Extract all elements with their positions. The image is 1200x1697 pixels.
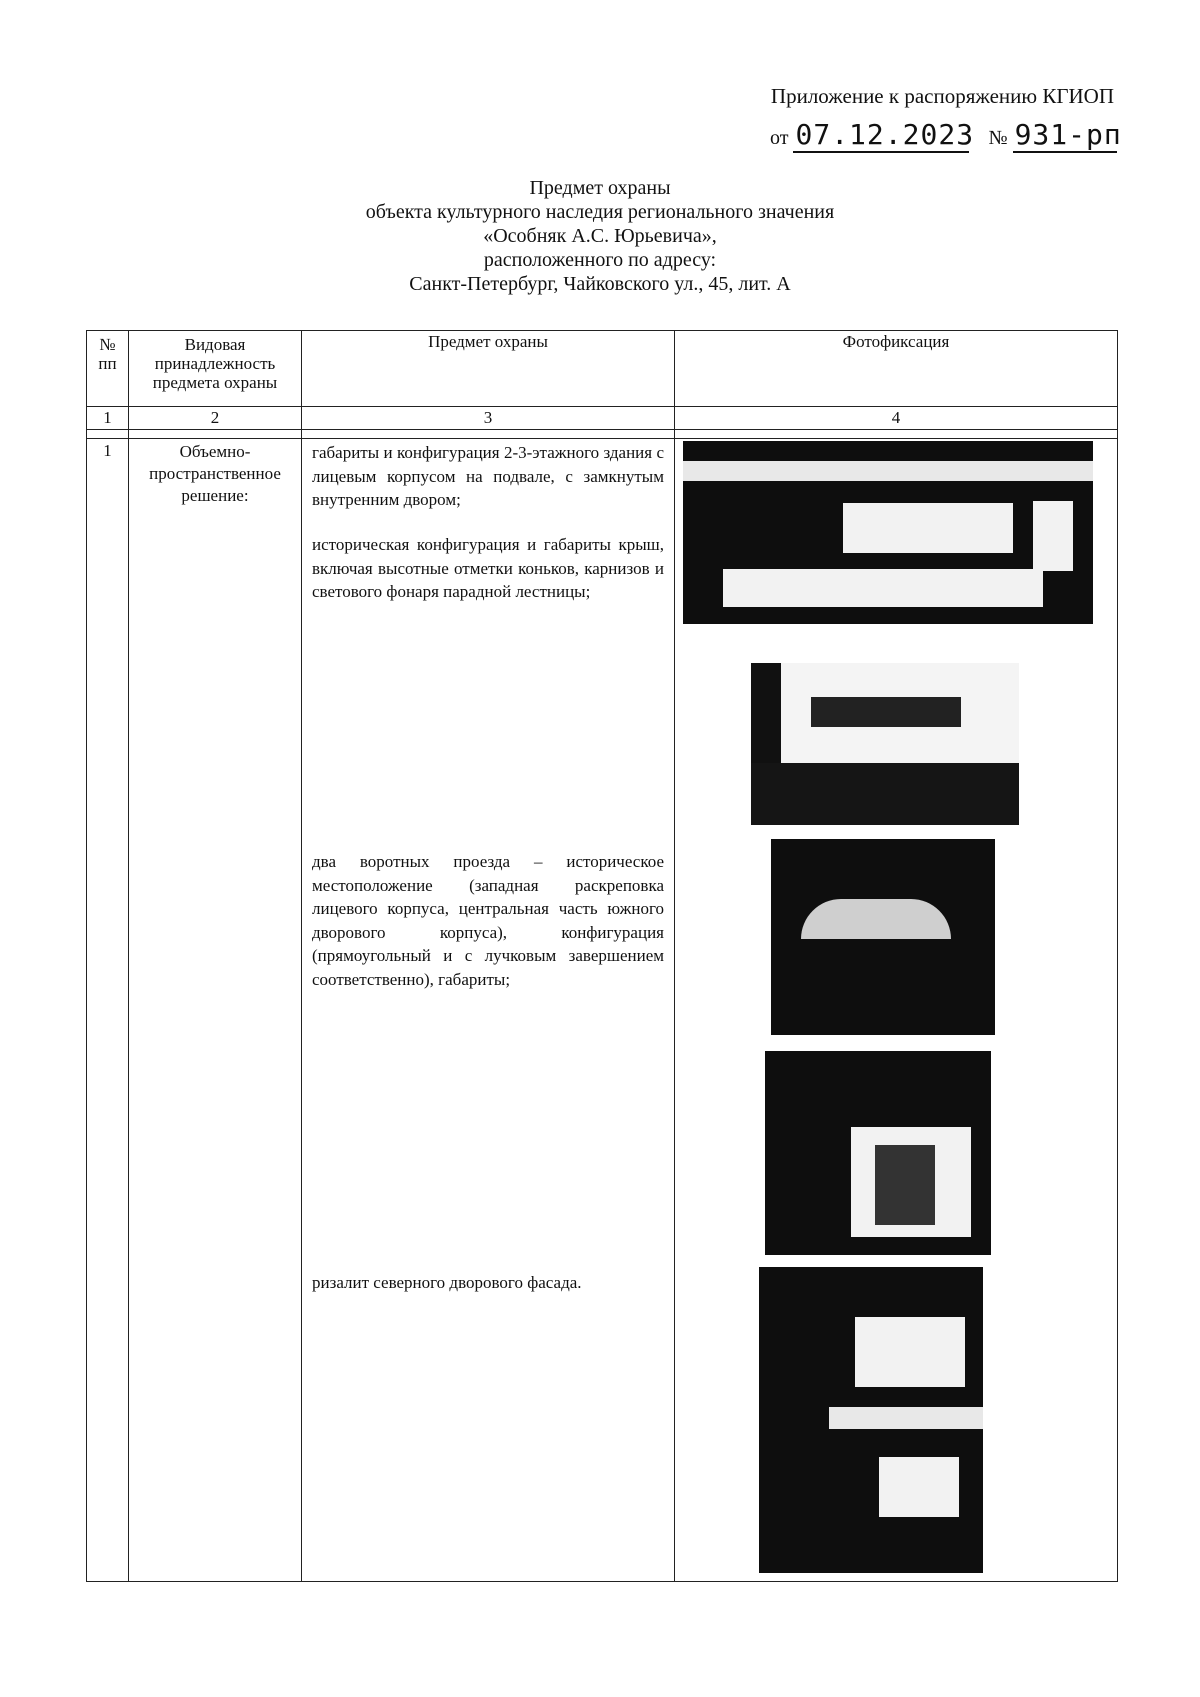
- document-title: [0, 176, 1200, 296]
- subject-item-3: два воротных проезда – историческое местоположение (западная раскреповка лицевого корпуса, центральная часть южного дворового корпуса), конфигурация (прямоугольный и с лучковым завершением соответственно), габариты;: [312, 852, 664, 989]
- row-category: Объемно-пространственное решение:: [129, 439, 302, 1582]
- spacer-row: [87, 430, 1118, 439]
- header-number-line-2: пп: [98, 354, 117, 373]
- spacer-cell: [129, 430, 302, 439]
- protection-table: [86, 330, 1118, 1582]
- spacer-cell: [87, 430, 129, 439]
- title-line-2: объекта культурного наследия регионального значения: [365, 201, 835, 223]
- spacer-cell: [302, 430, 675, 439]
- header-photo: Фотофиксация: [675, 331, 1118, 407]
- risalit-photo: [759, 1267, 983, 1573]
- appendix-caption: Приложение к распоряжению КГИОП: [770, 84, 1114, 108]
- gateway-courtyard-photo: [765, 1051, 991, 1255]
- row-subject-cell: [302, 439, 675, 1582]
- header-number-line-1: №: [99, 335, 116, 354]
- row-photo-cell: [675, 439, 1118, 1582]
- header-number: [87, 331, 129, 407]
- column-number: 3: [302, 407, 675, 430]
- roof-photo: [751, 663, 1019, 825]
- column-number-row: [87, 407, 1118, 430]
- column-number: 1: [87, 407, 129, 430]
- title-line-1: Предмет охраны: [529, 177, 671, 199]
- number-label: №: [988, 127, 1008, 149]
- title-line-3: «Особняк А.С. Юрьевича»,: [483, 225, 717, 247]
- spacer-cell: [675, 430, 1118, 439]
- title-line-4: расположенного по адресу:: [483, 249, 717, 271]
- table-header-row: [87, 331, 1118, 407]
- subject-item-1: габариты и конфигурация 2-3-этажного здания с лицевым корпусом на подвале, с замкнутым внутренним двором;: [312, 443, 664, 509]
- header-subject: Предмет охраны: [302, 331, 675, 407]
- column-number: 4: [675, 407, 1118, 430]
- order-date: 07.12.2023: [795, 118, 975, 151]
- order-reference: [770, 118, 1122, 153]
- facade-photo: [683, 441, 1093, 624]
- row-number: 1: [87, 439, 129, 1582]
- table-row: [87, 439, 1118, 1582]
- from-label: от: [770, 127, 789, 149]
- subject-item-2: историческая конфигурация и габариты крыш, включая высотные отметки коньков, карнизов и светового фонаря парадной лестницы;: [312, 535, 664, 601]
- gateway-arch-photo: [771, 839, 995, 1035]
- title-line-5: Санкт-Петербург, Чайковского ул., 45, лит. А: [409, 273, 791, 295]
- column-number: 2: [129, 407, 302, 430]
- order-number: 931-рп: [1014, 118, 1122, 151]
- header-category: Видовая принадлежность предмета охраны: [129, 331, 302, 407]
- subject-item-4: ризалит северного дворового фасада.: [312, 1273, 582, 1292]
